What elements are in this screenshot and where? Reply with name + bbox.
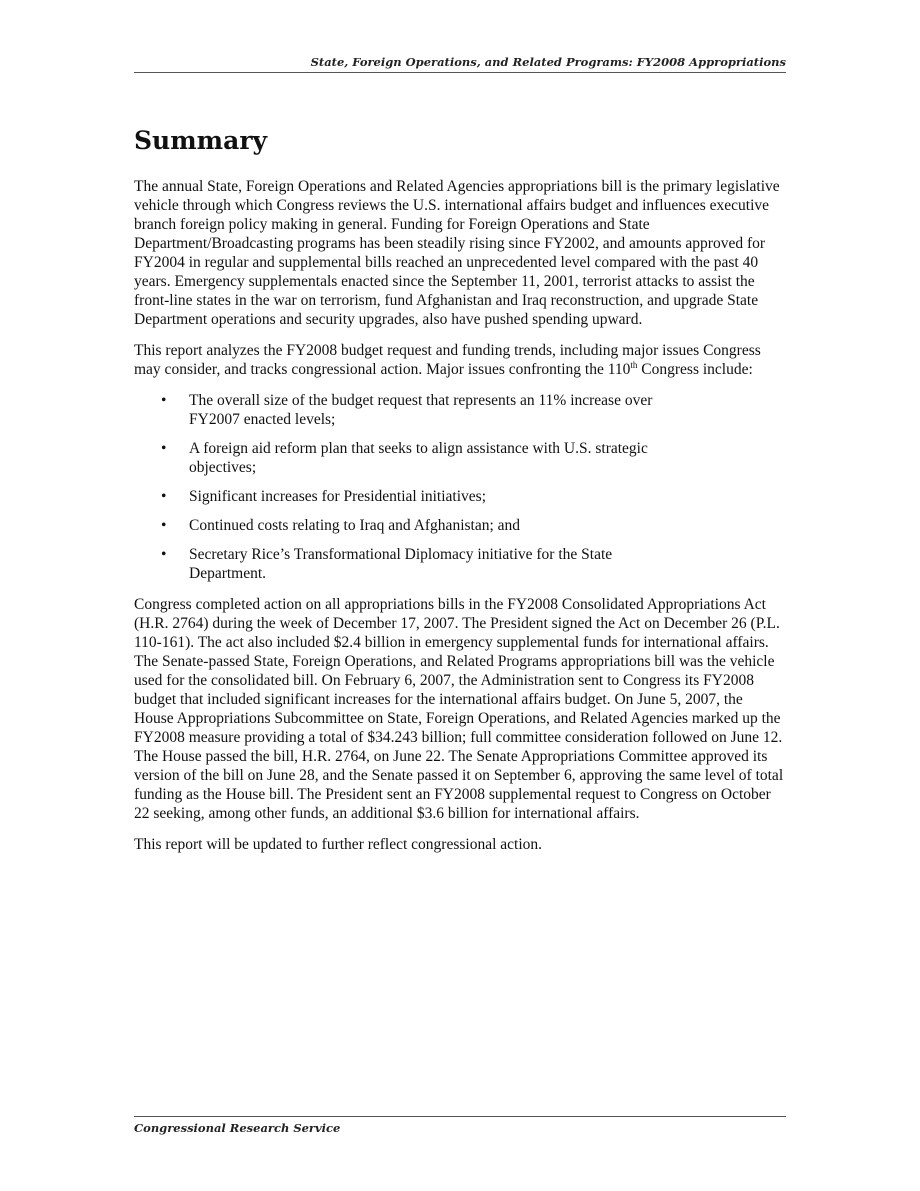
bullet-icon: • [161,488,167,505]
list-item [134,487,689,506]
major-issues-list [134,391,786,583]
header-divider [134,72,786,73]
list-item [134,439,689,477]
summary-paragraph-3: Congress completed action on all appropriations bills in the FY2008 Consolidated Appropriations Act (H.R. 2764) during the week of December 17, 2007. The President signed the Act on December 26 (P.L. 110-161). The act also included $2.4 billion in emergency supplemental funds for international affairs. The Senate-passed State, Foreign Operations, and Related Programs appropriations bill was the vehicle used for the consolidated bill. On February 6, 2007, the Administration sent to Congress its FY2008 budget that included significant increases for the international affairs budget. On June 5, 2007, the House Appropriations Subcommittee on State, Foreign Operations, and Related Agencies marked up the FY2008 measure providing a total of $34.243 billion; full committee consideration followed on June 12. The House passed the bill, H.R. 2764, on June 22. The Senate Appropriations Committee approved its version of the bill on June 28, and the Senate passed it on September 6, approving the same level of total funding as the House bill. The President sent an FY2008 supplemental request to Congress on October 22 seeking, among other funds, an additional $3.6 billion for international affairs. [134,596,784,822]
bullet-icon: • [161,517,167,534]
footer-divider [134,1116,786,1117]
summary-paragraph-4: This report will be updated to further reflect congressional action. [134,836,543,853]
running-footer: Congressional Research Service [134,1121,341,1135]
paragraph-2-text-end: Congress include: [637,361,753,378]
running-header: State, Foreign Operations, and Related Programs: FY2008 Appropriations [310,55,786,69]
list-item-text: The overall size of the budget request that represents an 11% increase over FY2007 enacted levels; [189,392,653,428]
list-item-text: A foreign aid reform plan that seeks to align assistance with U.S. strategic objectives; [189,440,648,476]
bullet-icon: • [161,546,167,563]
bullet-icon: • [161,440,167,457]
bullet-icon: • [161,392,167,409]
summary-paragraph-2 [134,341,786,379]
list-item [134,545,689,583]
summary-paragraph-1: The annual State, Foreign Operations and Related Agencies appropriations bill is the primary legislative vehicle through which Congress reviews the U.S. international affairs budget and influences executive branch foreign policy making in general. Funding for Foreign Operations and State Department/Broadcasting programs has been steadily rising since FY2002, and amounts approved for FY2004 in regular and supplemental bills reached an unprecedented level compared with the past 40 years. Emergency supplementals enacted since the September 11, 2001, terrorist attacks to assist the front-line states in the war on terrorism, fund Afghanistan and Iraq reconstruction, and upgrade State Department operations and security upgrades, also have pushed spending upward. [134,178,780,328]
list-item-text: Secretary Rice’s Transformational Diplomacy initiative for the State Department. [189,546,613,582]
list-item-text: Continued costs relating to Iraq and Afghanistan; and [189,517,521,534]
main-content [134,124,786,866]
list-item [134,391,689,429]
ordinal-suffix: th [630,360,638,370]
section-title: Summary [134,126,268,155]
paragraph-2-text: This report analyzes the FY2008 budget request and funding trends, including major issues Congress may consider, and tracks congressional action. Major issues confronting the 110 [134,342,761,378]
list-item-text: Significant increases for Presidential initiatives; [189,488,487,505]
list-item [134,516,689,535]
